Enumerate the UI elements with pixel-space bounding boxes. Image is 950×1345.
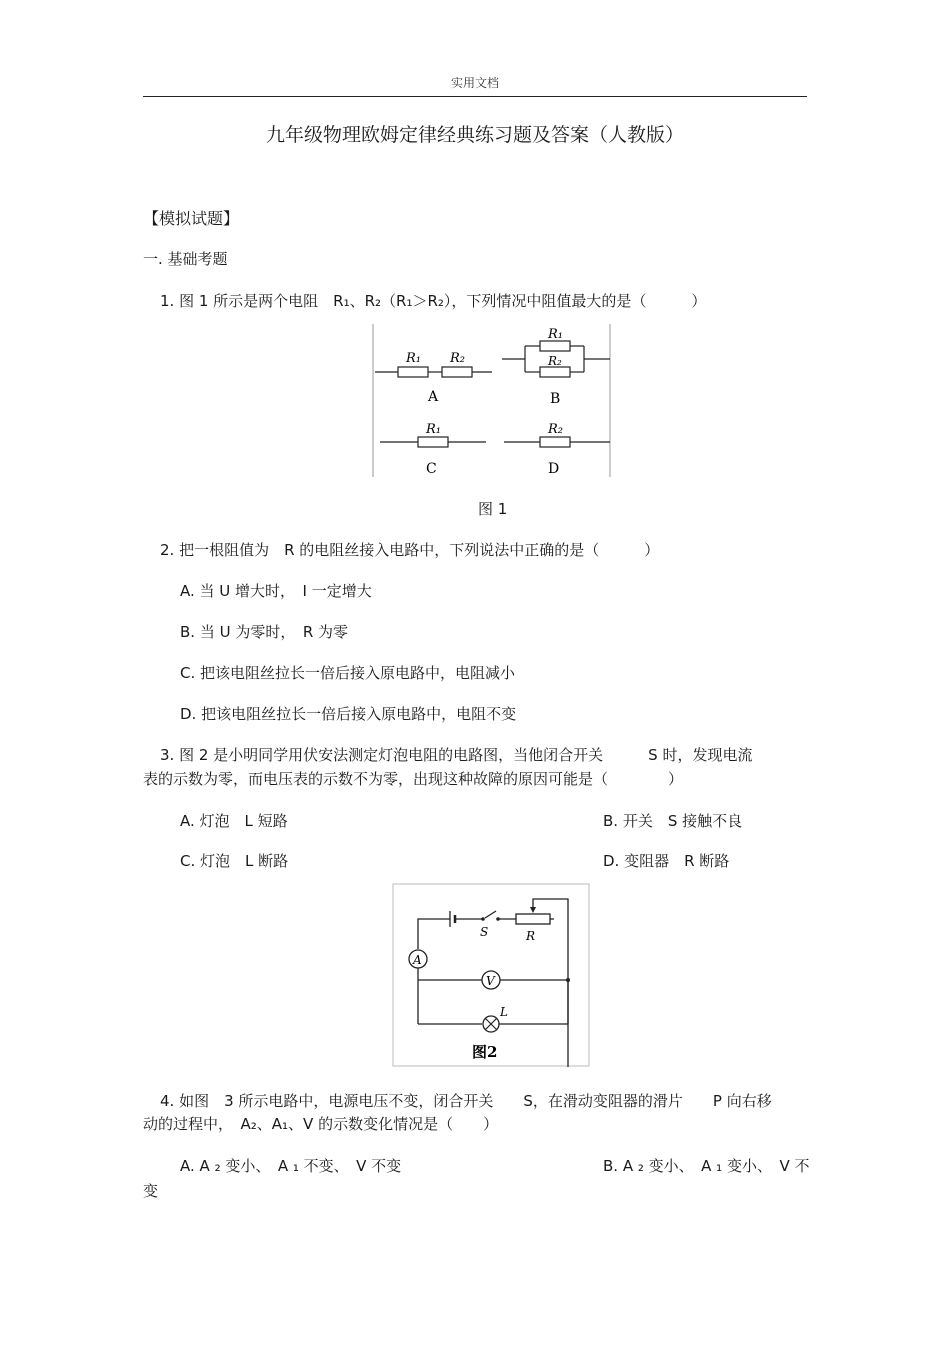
question-1: 1. 图 1 所示是两个电阻 R₁、R₂（R₁＞R₂），下列情况中阻值最大的是（ ） bbox=[160, 292, 707, 310]
q3-option-c: C. 灯泡 L 断路 bbox=[180, 852, 289, 870]
label-v: V bbox=[486, 974, 495, 988]
q4-option-a: A. A ₂ 变小、 A ₁ 不变、 V 不变 bbox=[180, 1157, 402, 1175]
question-3-line-1: 3. 图 2 是小明同学用伏安法测定灯泡电阻的电路图，当他闭合开关 S 时，发现电流 bbox=[160, 746, 753, 764]
document-title: 九年级物理欧姆定律经典练习题及答案（人教版） bbox=[265, 124, 684, 146]
resistor-r1-parallel bbox=[540, 341, 570, 351]
resistor-r1 bbox=[398, 367, 428, 377]
label-r: R bbox=[526, 929, 536, 943]
q2-option-d: D. 把该电阻丝拉长一倍后接入原电路中，电阻不变 bbox=[180, 705, 517, 723]
label-b: B bbox=[550, 391, 561, 407]
figure-2-circuit bbox=[392, 883, 590, 1067]
circuit-d bbox=[504, 422, 610, 477]
label-a: A bbox=[428, 389, 439, 405]
q2-option-c: C. 把该电阻丝拉长一倍后接入原电路中，电阻减小 bbox=[180, 664, 516, 682]
circuit-b bbox=[502, 327, 610, 407]
question-4-line-1: 4. 如图 3 所示电路中，电源电压不变，闭合开关 S，在滑动变阻器的滑片 P 向右移 bbox=[160, 1092, 772, 1110]
header-rule bbox=[143, 96, 807, 97]
question-3-line-2: 表的示数为零，而电压表的示数不为零，出现这种故障的原因可能是（ ） bbox=[143, 770, 684, 788]
q3-option-d: D. 变阻器 R 断路 bbox=[603, 852, 730, 870]
resistor-r2-alone bbox=[540, 437, 570, 447]
q3-option-b: B. 开关 S 接触不良 bbox=[603, 812, 743, 830]
figure-2-caption: 图2 bbox=[472, 1043, 498, 1061]
switch-blade bbox=[485, 911, 496, 918]
resistor-r1-alone bbox=[418, 437, 448, 447]
label-r2: R₂ bbox=[548, 422, 563, 437]
label-l: L bbox=[500, 1005, 508, 1019]
rheostat bbox=[516, 914, 550, 924]
q2-option-a: A. 当 U 增大时， I 一定增大 bbox=[180, 582, 372, 600]
part-heading: 一. 基础考题 bbox=[143, 250, 228, 268]
circuit-a bbox=[375, 351, 492, 405]
question-4-line-2: 动的过程中， A₂、A₁、V 的示数变化情况是（ ） bbox=[143, 1115, 499, 1133]
label-r2: R₂ bbox=[450, 351, 465, 366]
figure-1-caption: 图 1 bbox=[478, 500, 508, 518]
section-heading: 【模拟试题】 bbox=[143, 209, 240, 228]
label-r2: R₂ bbox=[548, 354, 562, 368]
label-r1: R₁ bbox=[548, 327, 563, 342]
q2-option-b: B. 当 U 为零时， R 为零 bbox=[180, 623, 349, 641]
slider-arrow bbox=[530, 907, 536, 913]
page-header: 实用文档 bbox=[450, 76, 499, 90]
label-s: S bbox=[480, 925, 489, 939]
q4-option-b: B. A ₂ 变小、 A ₁ 变小、 V 不 bbox=[603, 1157, 810, 1175]
resistor-r2-parallel bbox=[540, 367, 570, 377]
label-r1: R₁ bbox=[406, 351, 421, 366]
q3-option-a: A. 灯泡 L 短路 bbox=[180, 812, 288, 830]
label-d: D bbox=[548, 461, 560, 477]
label-r1: R₁ bbox=[426, 422, 441, 437]
label-c: C bbox=[426, 461, 437, 477]
figure-1-circuits bbox=[370, 322, 620, 482]
question-2: 2. 把一根阻值为 R 的电阻丝接入电路中，下列说法中正确的是（ ） bbox=[160, 541, 660, 559]
q4-option-b-continued: 变 bbox=[143, 1182, 159, 1200]
label-a: A bbox=[413, 953, 422, 967]
circuit-c bbox=[380, 422, 486, 477]
resistor-r2 bbox=[442, 367, 472, 377]
